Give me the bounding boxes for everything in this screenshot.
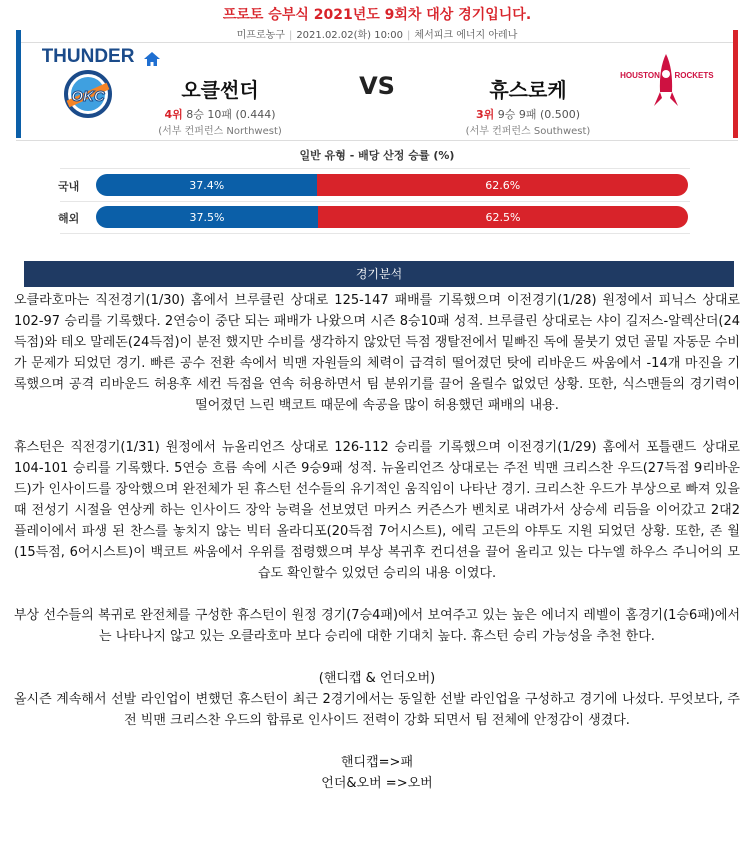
odds-bar-overseas [96, 206, 688, 228]
league-label: 미프로농구 [236, 30, 285, 41]
home-conference: (서부 컨퍼런스 Northwest) [158, 126, 282, 137]
away-team-name: 휴스로케 [489, 78, 567, 102]
match-datetime: 2021.02.02(화) 10:00 [296, 30, 404, 41]
home-rank: 4위 [164, 108, 183, 121]
away-record [448, 106, 608, 122]
odds-bar-away: 62.6% [317, 174, 688, 196]
odds-bar-away: 62.5% [318, 206, 688, 228]
home-team-name: 오클썬더 [181, 78, 259, 102]
logo-text-1: HOUSTON [620, 71, 660, 80]
home-accent-bar [16, 30, 21, 138]
pick-handicap: 핸디캡=>패 [340, 755, 414, 770]
home-icon [144, 52, 160, 66]
odds-divider [60, 168, 690, 169]
odds-divider [60, 201, 690, 202]
pick-over-under: 언더&오버 =>오버 [321, 776, 433, 791]
logo-sub: OKC [71, 88, 105, 105]
odds-row-label: 국내 [58, 180, 80, 193]
analysis-body [14, 290, 740, 794]
rockets-logo-icon [616, 52, 716, 114]
thunder-logo-icon [42, 38, 134, 122]
analysis-subtitle: (핸디캡 & 언더오버) [318, 671, 436, 686]
venue-label: 체서피크 에너지 아레나 [414, 30, 518, 41]
odds-bar-home: 37.4% [96, 174, 317, 196]
home-record-text: 8승 10패 (0.444) [186, 108, 276, 121]
odds-bar-domestic [96, 174, 688, 196]
logo-text: THUNDER [42, 46, 134, 67]
odds-title: 일반 유형 - 배당 산정 승률 (%) [299, 149, 455, 162]
odds-row-label: 해외 [58, 212, 80, 225]
away-accent-bar [733, 30, 738, 138]
teams-divider [16, 140, 738, 141]
page-title: 프로토 승부식 2021년도 9회차 대상 경기입니다. [222, 7, 532, 23]
vs-label: VS [359, 72, 395, 100]
analysis-paragraph: 올시즌 계속해서 선발 라인업이 변했던 휴스턴이 최근 2경기에서는 동일한 선발 라인업을 구성하고 경기에 나섰다. 무엇보다, 주전 빅맨 크리스찬 우드의 합류로 인사이드 전력이 강화 되면서 팀 전체에 안정감이 생겼다. [14, 692, 740, 728]
analysis-paragraph: 오클라호마는 직전경기(1/30) 홈에서 브루클린 상대로 125-147 패배를 기록했으며 이전경기(1/28) 원정에서 피닉스 상대로 102-97 승리를 기록했다. 2연승이 중단 되는 패배가 나왔으며 시즌 8승10패 성적. 브루클린 상대로는 샤이 길저스-알렉산더(24득점)와 테오 말레돈(24득점)이 분전 했지만 수비를 생각하지 않았던 득점 쟁탈전에서 밑빠진 독에 물붓기 였던 골밑 자동문 수비가 문제가 되었던 경기. 빠른 공수 전환 속에서 빅맨 자원들의 체력이 급격히 떨어졌던 탓에 리바운드 싸움에서 -14개 마진을 기록했으며 공격 리바운드 허용후 세컨 득점을 연속 허용하면서 팀 분위기를 끌어 올릴수 없었던 상황. 또한, 식스맨들의 경기력이 떨어졌던 느린 백코트 때문에 속공을 많이 허용했던 패배의 내용. [14, 293, 740, 413]
away-rank: 3위 [475, 108, 495, 121]
away-conference: (서부 컨퍼런스 Southwest) [465, 126, 591, 137]
away-record-text: 9승 9패 (0.500) [497, 108, 581, 121]
odds-divider [60, 233, 690, 234]
analysis-paragraph: 휴스턴은 직전경기(1/31) 원정에서 뉴올리언즈 상대로 126-112 승리를 기록했으며 이전경기(1/29) 홈에서 포틀랜드 상대로 104-101 승리를 기록했다. 5연승 흐름 속에 시즌 9승9패 성적. 뉴올리언즈 상대로는 주전 빅맨 크리스찬 우드(27득점 9리바운드)가 인사이드를 장악했으며 완전체가 된 휴스턴 선수들의 유기적인 움직임이 나타난 경기. 크리스찬 우드가 부상으로 빠져 있을때 전성기 시절을 연상케 하는 인사이드 장악 능력을 선보였던 마커스 커즌스가 벤치로 내려가서 상승세 리듬을 이어갔고 2대2 플레이에서 파생 된 찬스를 놓치지 않는 빅터 올라디포(20득점 7어시스트), 에릭 고든의 야투도 지원 되었던 상황. 또한, 존 월(15득점, 6어시스트)이 백코트 싸움에서 우위를 점령했으며 부상 복귀후 컨디션을 끌어 올리고 있는 다누엘 하우스 주니어의 모습도 확인할수 있었던 승리의 내용 이였다. [14, 440, 740, 581]
odds-bar-home: 37.5% [96, 206, 318, 228]
match-meta: 미프로농구 | 2021.02.02(화) 10:00 | 체서피크 에너지 아레나 [236, 30, 518, 41]
analysis-paragraph: 부상 선수들의 복귀로 완전체를 구성한 휴스턴이 원정 경기(7승4패)에서 보여주고 있는 높은 에너지 레벨이 홈경기(1승6패)에서는 나타나지 않고 있는 오클라호마 보다 승리에 대한 기대치 높다. 휴스턴 승리 가능성을 추천 한다. [14, 608, 740, 644]
home-record [140, 106, 300, 122]
analysis-header: 경기분석 [24, 261, 734, 287]
logo-text-2: ROCKETS [674, 71, 714, 80]
